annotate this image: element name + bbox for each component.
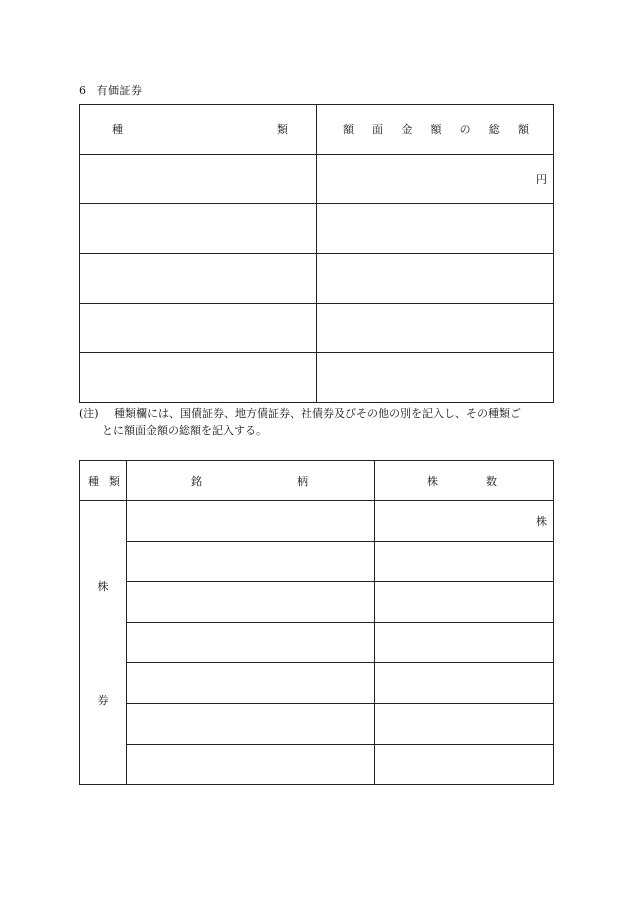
- total-value-cell[interactable]: [317, 303, 554, 353]
- note-line-2: とに額面金額の総額を記入する。: [102, 424, 267, 437]
- total-value-cell[interactable]: [317, 154, 554, 204]
- table-row: [80, 501, 554, 542]
- table-row: [80, 541, 554, 582]
- section-number: 6: [79, 84, 87, 97]
- table-row: [80, 154, 554, 204]
- table-row: [80, 744, 554, 785]
- kind-cell[interactable]: [80, 353, 317, 403]
- table-row: [80, 303, 554, 353]
- note-mark: (注): [79, 407, 99, 420]
- brand-cell[interactable]: [127, 744, 375, 785]
- shares-cell[interactable]: [375, 582, 554, 623]
- shares-cell[interactable]: [375, 703, 554, 744]
- table-row: [80, 353, 554, 403]
- note-line-1: [79, 405, 555, 422]
- kind-cell[interactable]: [80, 254, 317, 304]
- stock-table: [79, 460, 554, 785]
- header-shares: 株 数: [375, 461, 554, 501]
- section-heading: 有価証券: [96, 84, 143, 97]
- kind-cell[interactable]: [80, 154, 317, 204]
- table-row: [80, 622, 554, 663]
- stock-kind-label-2: 券: [97, 693, 109, 707]
- shares-unit: 株: [536, 514, 547, 528]
- brand-cell[interactable]: [127, 582, 375, 623]
- table-row: [80, 663, 554, 704]
- table-row: [80, 582, 554, 623]
- header-brand: 銘 柄: [127, 461, 375, 501]
- total-value-cell[interactable]: [317, 204, 554, 254]
- table-row: [80, 703, 554, 744]
- brand-cell[interactable]: [127, 501, 375, 542]
- shares-cell[interactable]: [375, 541, 554, 582]
- table-row: [80, 204, 554, 254]
- brand-cell[interactable]: [127, 622, 375, 663]
- section-title: [79, 82, 143, 98]
- brand-cell[interactable]: [127, 541, 375, 582]
- table-row: [80, 254, 554, 304]
- total-value-cell[interactable]: [317, 353, 554, 403]
- securities-table: [79, 104, 554, 403]
- brand-cell[interactable]: [127, 703, 375, 744]
- header-kind: 種 類: [80, 105, 317, 155]
- stock-header-row: [80, 461, 554, 501]
- brand-cell[interactable]: [127, 663, 375, 704]
- shares-cell[interactable]: [375, 663, 554, 704]
- securities-header-row: [80, 105, 554, 155]
- kind-cell[interactable]: [80, 303, 317, 353]
- shares-cell[interactable]: [375, 622, 554, 663]
- shares-cell[interactable]: [375, 501, 554, 542]
- note-text-1: 種類欄には、国債証券、地方債証券、社債券及びその他の別を記入し、その種類ご: [114, 407, 521, 420]
- total-value-cell[interactable]: [317, 254, 554, 304]
- shares-cell[interactable]: [375, 744, 554, 785]
- yen-unit: 円: [536, 173, 547, 187]
- kind-cell[interactable]: [80, 204, 317, 254]
- header-total-face-value: 額 面 金 額 の 総 額: [317, 105, 554, 155]
- header-kind: 種 類: [80, 461, 127, 501]
- stock-kind-label-1: 株: [97, 579, 109, 593]
- note: [79, 405, 555, 439]
- stock-kind-cell: [80, 501, 127, 785]
